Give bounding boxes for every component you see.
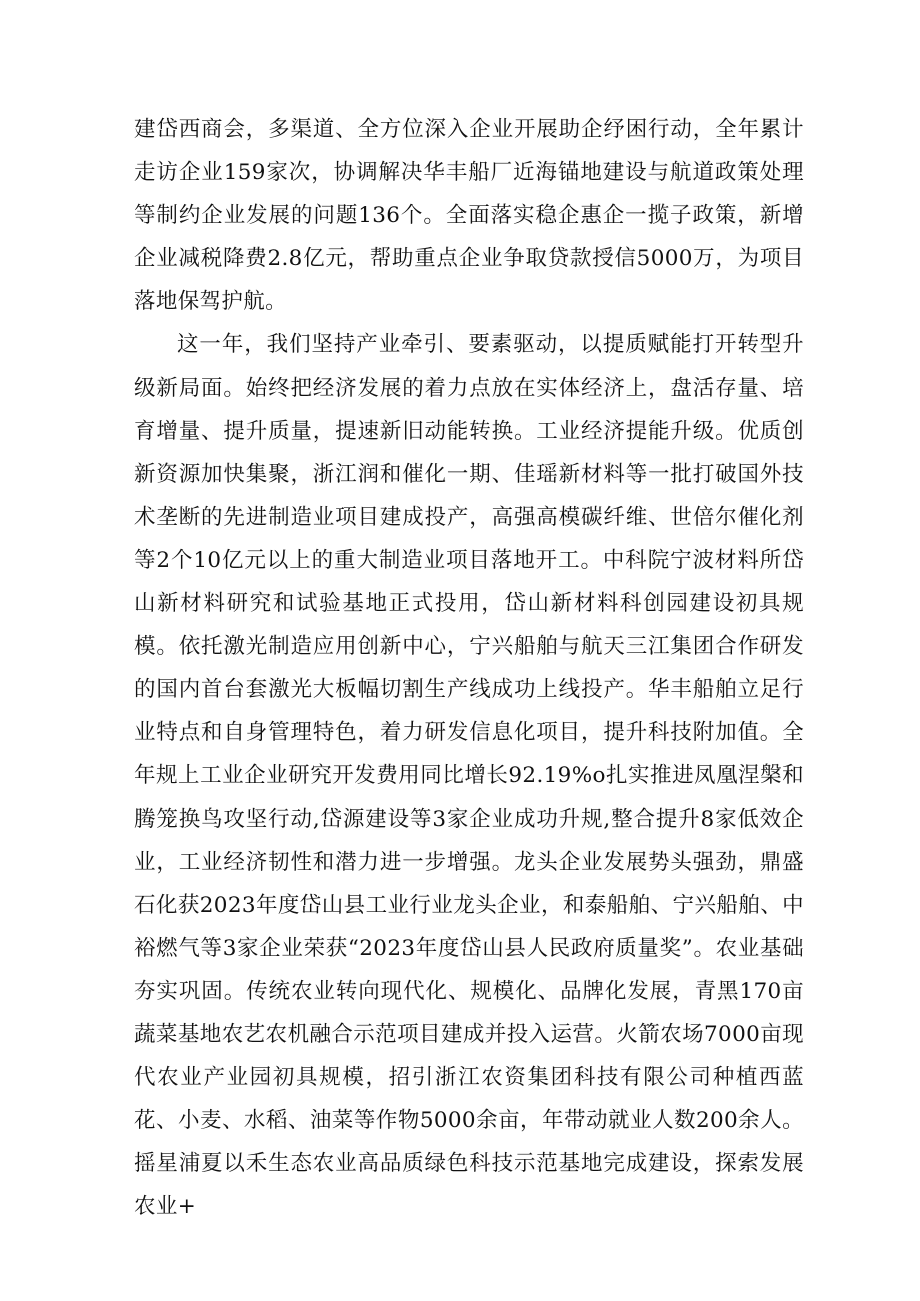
paragraph-year-review: 这一年，我们坚持产业牵引、要素驱动，以提质赋能打开转型升级新局面。始终把经济发展的着力点放在实体经济上，盘活存量、培育增量、提升质量，提速新旧动能转换。工业经济提能升级。优质创新资源加快集聚，浙江润和催化一期、佳瑶新材料等一批打破国外技术垄断的先进制造业项目建成投产，高强高模碳纤维、世倍尔催化剂等2个10亿元以上的重大制造业项目落地开工。中科院宁波材料所岱山新材料研究和试验基地正式投用，岱山新材料科创园建设初具规模。依托激光制造应用创新中心，宁兴船舶与航天三江集团合作研发的国内首台套激光大板幅切割生产线成功上线投产。华丰船舶立足行业特点和自身管理特色，着力研发信息化项目，提升科技附加值。全年规上工业企业研究开发费用同比增长92.19%o扎实推进凤凰涅槃和腾笼换鸟攻坚行动,岱源建设等3家企业成功升规,整合提升8家低效企业，工业经济韧性和潜力进一步增强。龙头企业发展势头强劲，鼎盛石化获2023年度岱山县工业行业龙头企业，和泰船舶、宁兴船舶、中裕燃气等3家企业荣获“2023年度岱山县人民政府质量奖”。农业基础夯实巩固。传统农业转向现代化、规模化、品牌化发展，青黑170亩蔬菜基地农艺农机融合示范项目建成并投入运营。火箭农场7000亩现代农业产业园初具规模，招引浙江农资集团科技有限公司种植西蓝花、小麦、水稻、油菜等作物5000余亩，年带动就业人数200余人。摇星浦夏以禾生态农业高品质绿色科技示范基地完成建设，探索发展农业+ — [134, 332, 804, 1220]
document-page — [134, 108, 804, 1228]
paragraph-continued: 建岱西商会，多渠道、全方位深入企业开展助企纾困行动，全年累计走访企业159家次，协调解决华丰船厂近海锚地建设与航道政策处理等制约企业发展的问题136个。全面落实稳企惠企一揽子政策，新增企业减税降费2.8亿元，帮助重点企业争取贷款授信5000万，为项目落地保驾护航。 — [134, 117, 804, 315]
